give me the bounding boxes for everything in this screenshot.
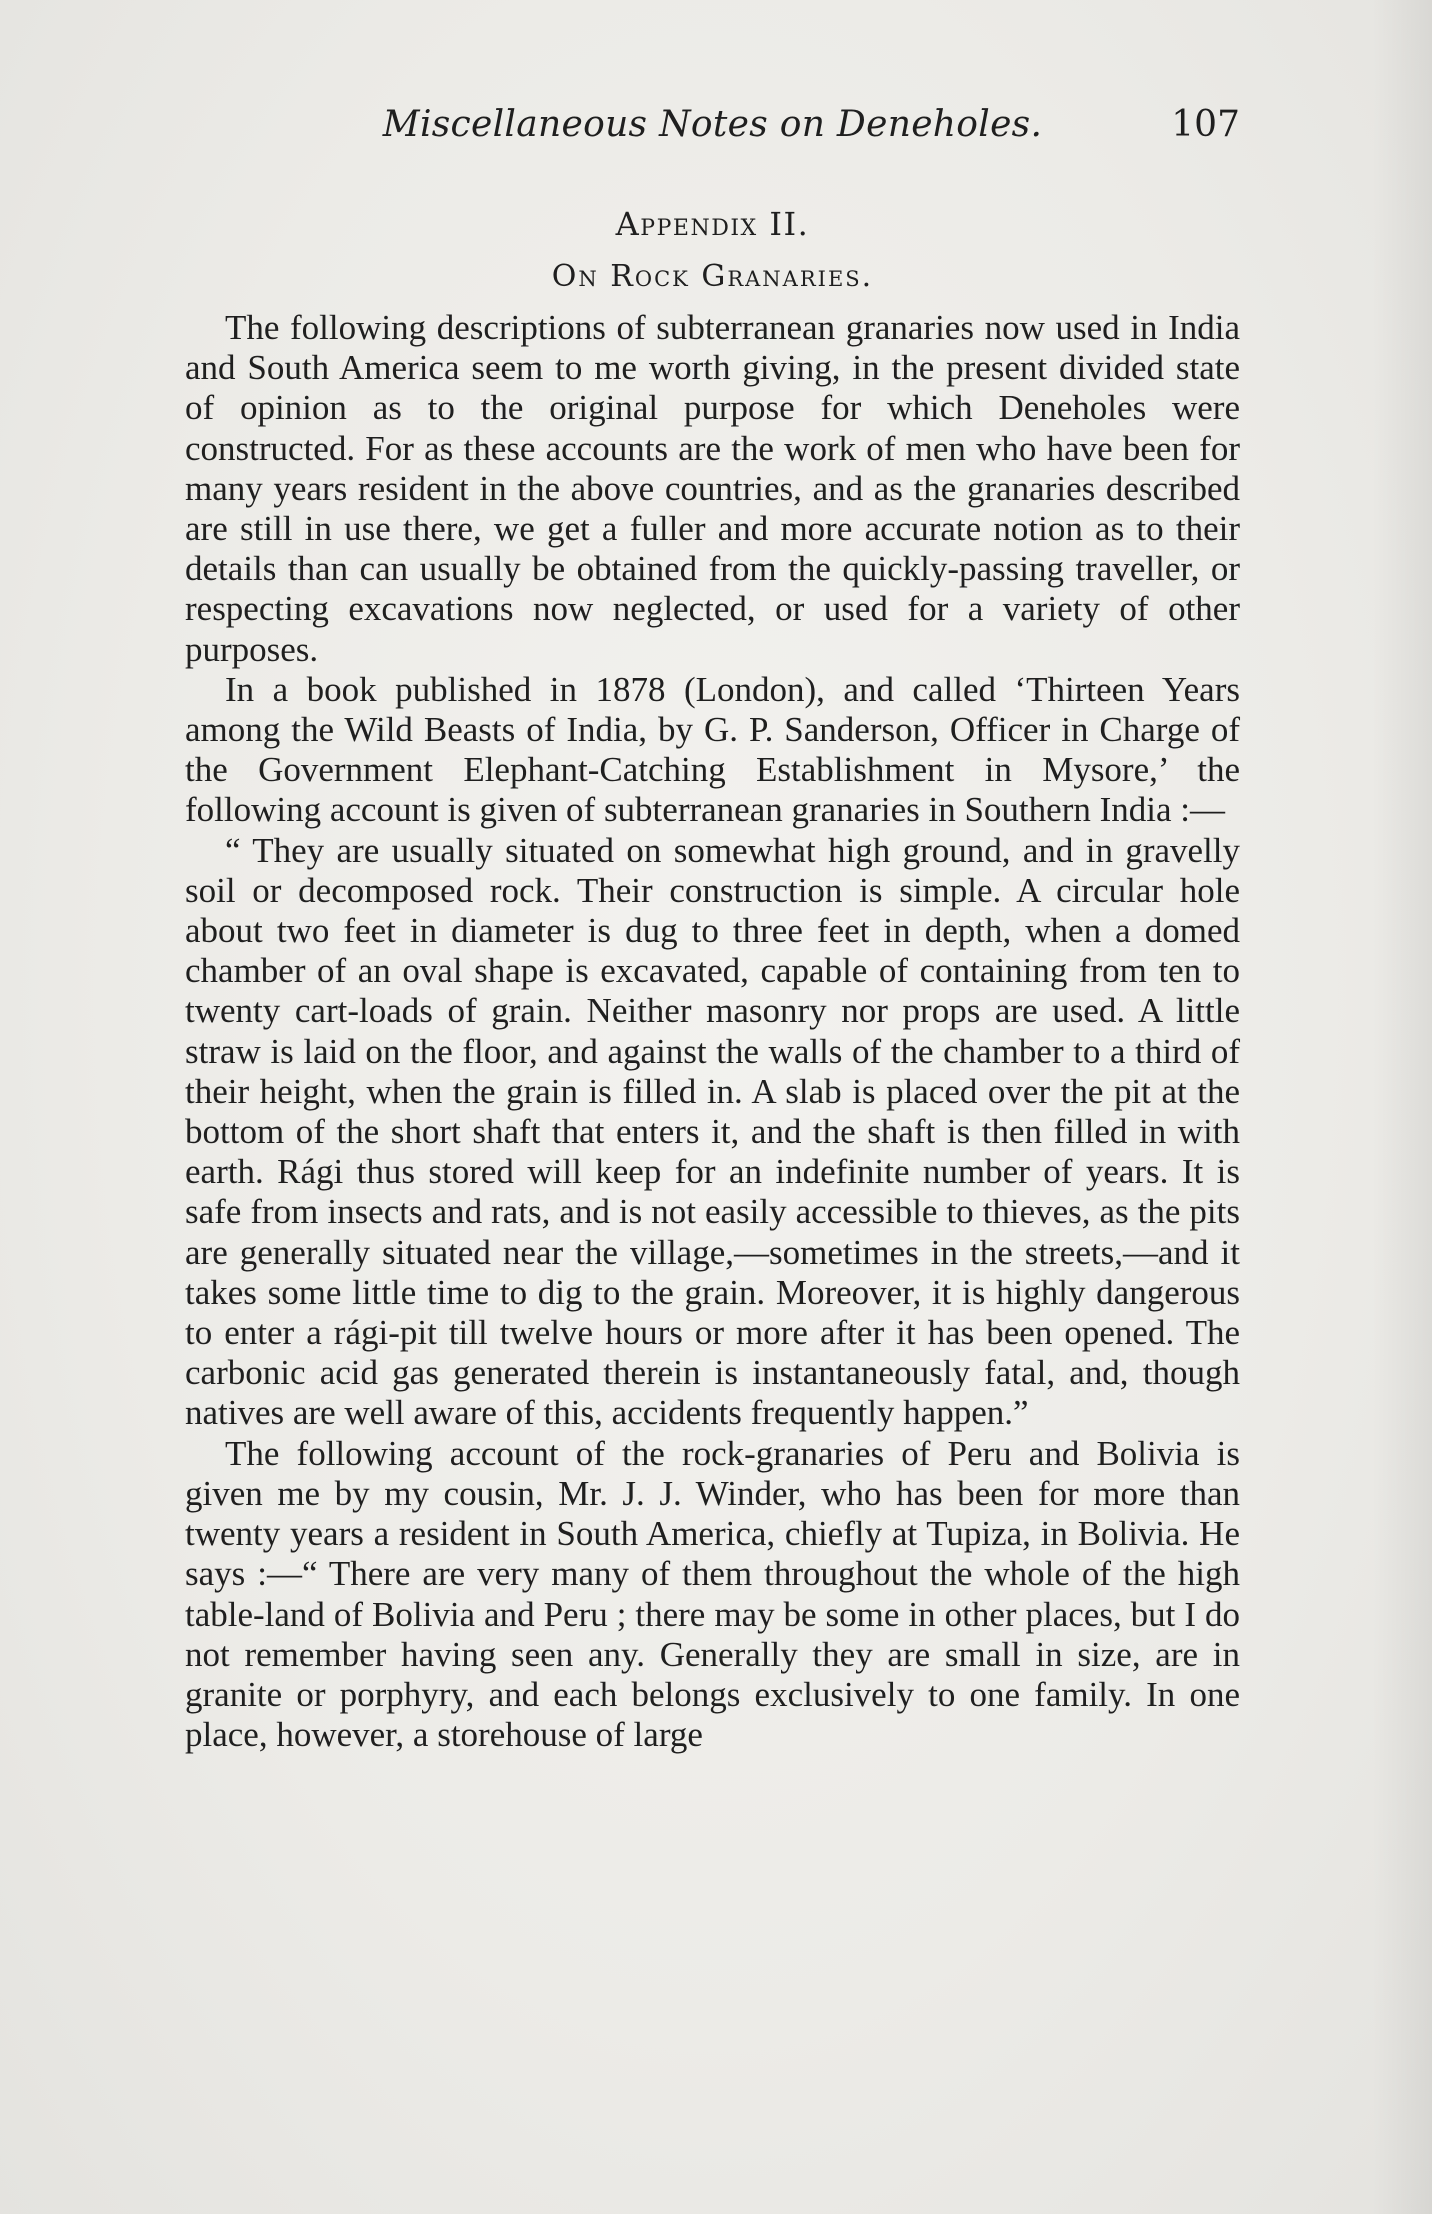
paragraph: “ They are usually situated on somewhat high ground, and in gravelly soil or decomposed rock. Their construction is simple. A circular hole about two feet in diameter is dug to three feet in depth, when a domed chamber of an oval shape is excavated, capable of containing from ten to twenty cart-loads of grain. Neither masonry nor props are used. A little straw is laid on the floor, and against the walls of the chamber to a third of their height, when the grain is filled in. A slab is placed over the pit at the bottom of the short shaft that enters it, and the shaft is then filled in with earth. Rági thus stored will keep for an indefinite number of years. It is safe from insects and rats, and is not easily accessible to thieves, as the pits are generally situated near the village,—sometimes in the streets,—and it takes some little time to dig to the grain. Moreover, it is highly dangerous to enter a rági-pit till twelve hours or more after it has been opened. The carbonic acid gas generated therein is instantaneously fatal, and, though natives are well aware of this, accidents frequently happen.” (185, 830, 1240, 1433)
running-head (185, 104, 1240, 160)
section-heading: On Rock Granaries. (551, 259, 874, 294)
paragraph: The following descriptions of subterranean granaries now used in India and South America seem to me worth giving, in the present divided state of opinion as to the original purpose for which Deneholes were constructed. For as these accounts are the work of men who have been for many years resident in the above countries, and as the granaries described are still in use there, we get a fuller and more accurate notion as to their details than can usually be obtained from the quickly-passing traveller, or respecting excavations now neglected, or used for a variety of other purposes. (185, 308, 1240, 669)
paragraph: The following account of the rock-granaries of Peru and Bolivia is given me by my cousin, Mr. J. J. Winder, who has been for more than twenty years a resident in South America, chiefly at Tupiza, in Bolivia. He says :—“ There are very many of them throughout the whole of the high table-land of Bolivia and Peru ; there may be some in other places, but I do not remember having seen any. Generally they are small in size, are in granite or porphyry, and each belongs exclusively to one family. In one place, however, a storehouse of large (185, 1433, 1240, 1755)
page-edge-shadow (1372, 0, 1432, 2214)
appendix-heading: Appendix II. (615, 205, 810, 243)
running-title: Miscellaneous Notes on Deneholes. (382, 104, 1043, 145)
body-text (185, 308, 1240, 1755)
paragraph: In a book published in 1878 (London), and called ‘Thirteen Years among the Wild Beasts of India, by G. P. Sanderson, Officer in Charge of the Government Elephant-Catching Establishment in Mysore,’ the following account is given of subterranean granaries in Southern India :— (185, 669, 1240, 830)
page-number: 107 (1171, 104, 1240, 145)
